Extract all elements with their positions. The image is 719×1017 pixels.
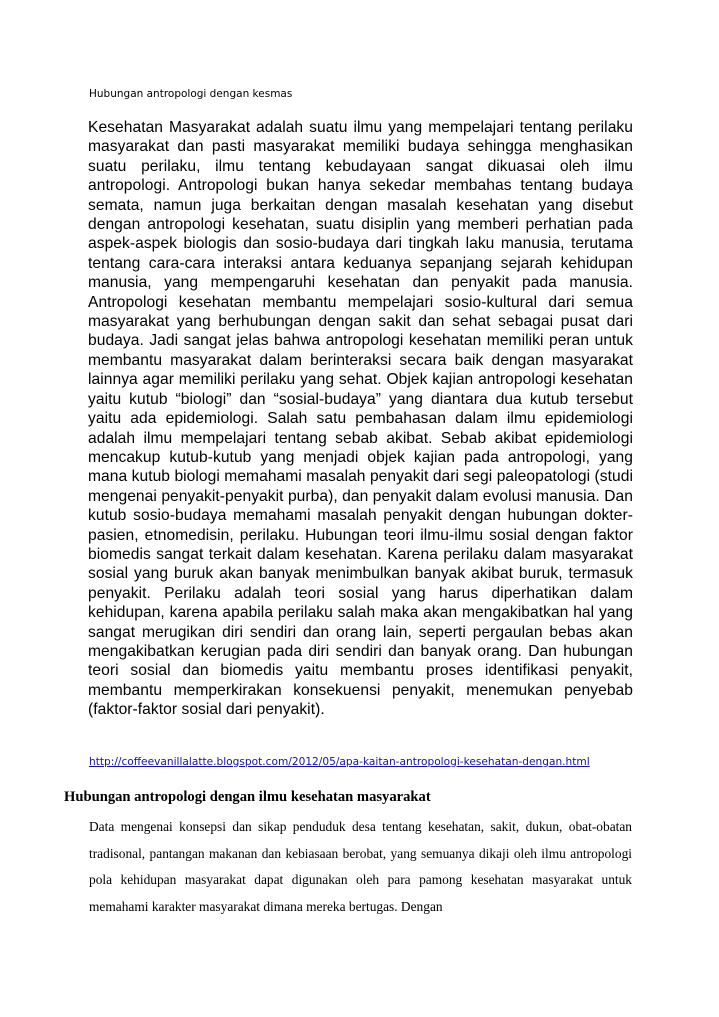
main-paragraph: Kesehatan Masyarakat adalah suatu ilmu yang mempelajari tentang perilaku masyarakat dan pasti masyarakat memiliki budaya sehingga menghasikan suatu perilaku, ilmu tentang kebudayaan sangat dikuasai oleh ilmu antropologi. Antropologi bukan hanya sekedar membahas tentang budaya semata, namun juga berkaitan dengan masalah kesehatan yang disebut dengan antropologi kesehatan, suatu disiplin yang memberi perhatian pada aspek-aspek biologis dan sosio-budaya dari tingkah laku manusia, terutama tentang cara-cara interaksi antara keduanya sepanjang sejarah kehidupan manusia, yang mempengaruhi kesehatan dan penyakit pada manusia. Antropologi kesehatan membantu mempelajari sosio-kultural dari semua masyarakat yang berhubungan dengan sakit dan sehat sebagai pusat dari budaya. Jadi sangat jelas bahwa antropologi kesehatan memiliki peran untuk membantu masyarakat dalam berinteraksi secara baik dengan masyarakat lainnya agar memiliki perilaku yang sehat. Objek kajian antropologi kesehatan yaitu kutub “biologi” dan “sosial-budaya” yang diantara dua kutub tersebut yaitu ada epidemiologi. Salah satu pembahasan dalam ilmu epidemiologi adalah ilmu mempelajari tentang sebab akibat. Sebab akibat epidemiologi mencakup kutub-kutub yang menjadi objek kajian pada antropologi, yang mana kutub biologi memahami masalah penyakit dari segi paleopatologi (studi mengenai penyakit-penyakit purba), dan penyakit dalam evolusi manusia. Dan kutub sosio-budaya memahami masalah penyakit dengan hubungan dokter-pasien, etnomedisin, perilaku. Hubungan teori ilmu-ilmu sosial dengan faktor biomedis sangat terkait dalam kesehatan. Karena perilaku dalam masyarakat sosial yang buruk akan banyak menimbulkan banyak akibat buruk, termasuk penyakit. Perilaku adalah teori sosial yang harus diperhatikan dalam kehidupan, karena apabila perilaku salah maka akan mengakibatkan hal yang sangat merugikan diri sendiri dan orang lain, seperti pergaulan bebas akan mengakibatkan kerugian pada diri sendiri dan banyak orang. Dan hubungan teori sosial dan biomedis yaitu membantu proses identifikasi penyakit, membantu memperkirakan konsekuensi penyakit, menemukan penyebab (faktor-faktor sosial dari penyakit). xyxy=(88,119,633,719)
section-paragraph: Data mengenai konsepsi dan sikap penduduk desa tentang kesehatan, sakit, dukun, obat-obatan tradisonal, pantangan makanan dan kebiasaan berobat, yang semuanya dikaji oleh ilmu antropologi pola kehidupan masyarakat dapat digunakan oleh para pamong kesehatan masyarakat untuk memahami karakter masyarakat dimana mereka bertugas. Dengan xyxy=(89,819,632,914)
section-heading: Hubungan antropologi dengan ilmu kesehatan masyarakat xyxy=(64,789,431,805)
document-small-heading: Hubungan antropologi dengan kesmas xyxy=(89,88,293,100)
source-link[interactable]: http://coffeevanillalatte.blogspot.com/2012/05/apa-kaitan-antropologi-kesehatan-dengan.html xyxy=(89,756,590,768)
